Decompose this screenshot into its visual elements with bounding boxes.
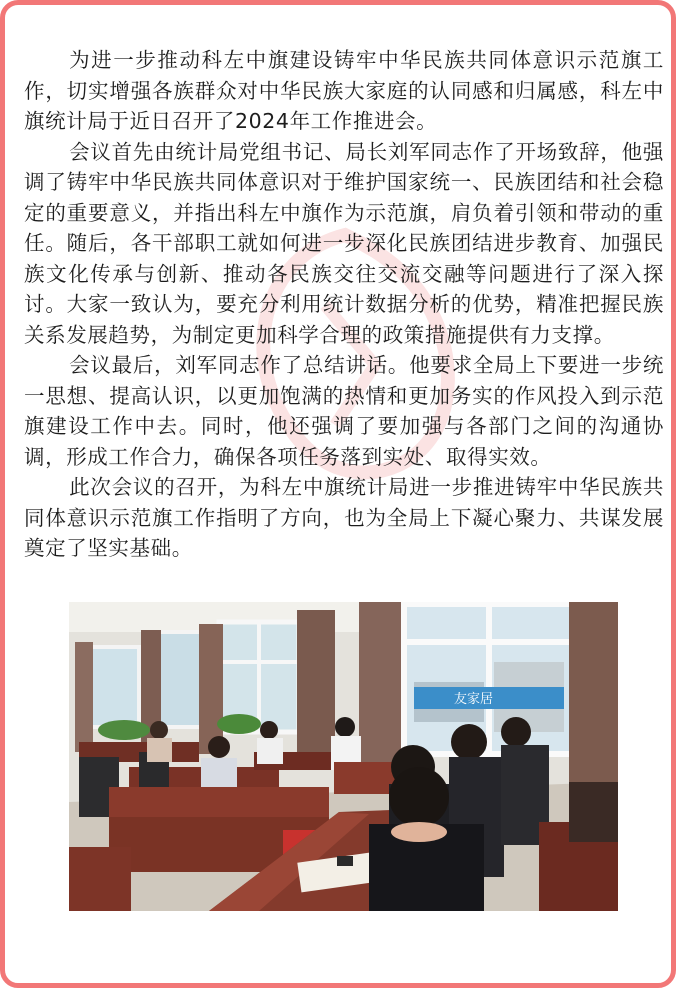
- article-paragraph-3: 会议最后，刘军同志作了总结讲话。他要求全局上下要进一步统一思想、提高认识，以更加饱满的热情和更加务实的作风投入到示范旗建设工作中去。同时，他还强调了要加强与各部门之间的沟通协调，形成工作合力，确保各项任务落到实处、取得实效。: [24, 353, 664, 469]
- article-body: [24, 45, 664, 564]
- article-paragraph-2: 会议首先由统计局党组书记、局长刘军同志作了开场致辞，他强调了铸牢中华民族共同体意识对于维护国家统一、民族团结和社会稳定的重要意义，并指出科左中旗作为示范旗，肩负着引领和带动的重任。随后，各干部职工就如何进一步深化民族团结进步教育、加强民族文化传承与创新、推动各民族交往交流交融等问题进行了深入探讨。大家一致认为，要充分利用统计数据分析的优势，精准把握民族关系发展趋势，为制定更加科学合理的政策措施提供有力支撑。: [24, 139, 664, 347]
- meeting-photo-illustration: [69, 602, 618, 911]
- article-paragraph-4: 此次会议的召开，为科左中旗统计局进一步推进铸牢中华民族共同体意识示范旗工作指明了方向，也为全局上下凝心聚力、共谋发展奠定了坚实基础。: [24, 475, 664, 560]
- article-paragraph-1: 为进一步推动科左中旗建设铸牢中华民族共同体意识示范旗工作，切实增强各族群众对中华民族大家庭的认同感和归属感，科左中旗统计局于近日召开了2024年工作推进会。: [24, 48, 664, 133]
- meeting-photo: [69, 602, 618, 911]
- banner-text: 友家居: [454, 692, 494, 707]
